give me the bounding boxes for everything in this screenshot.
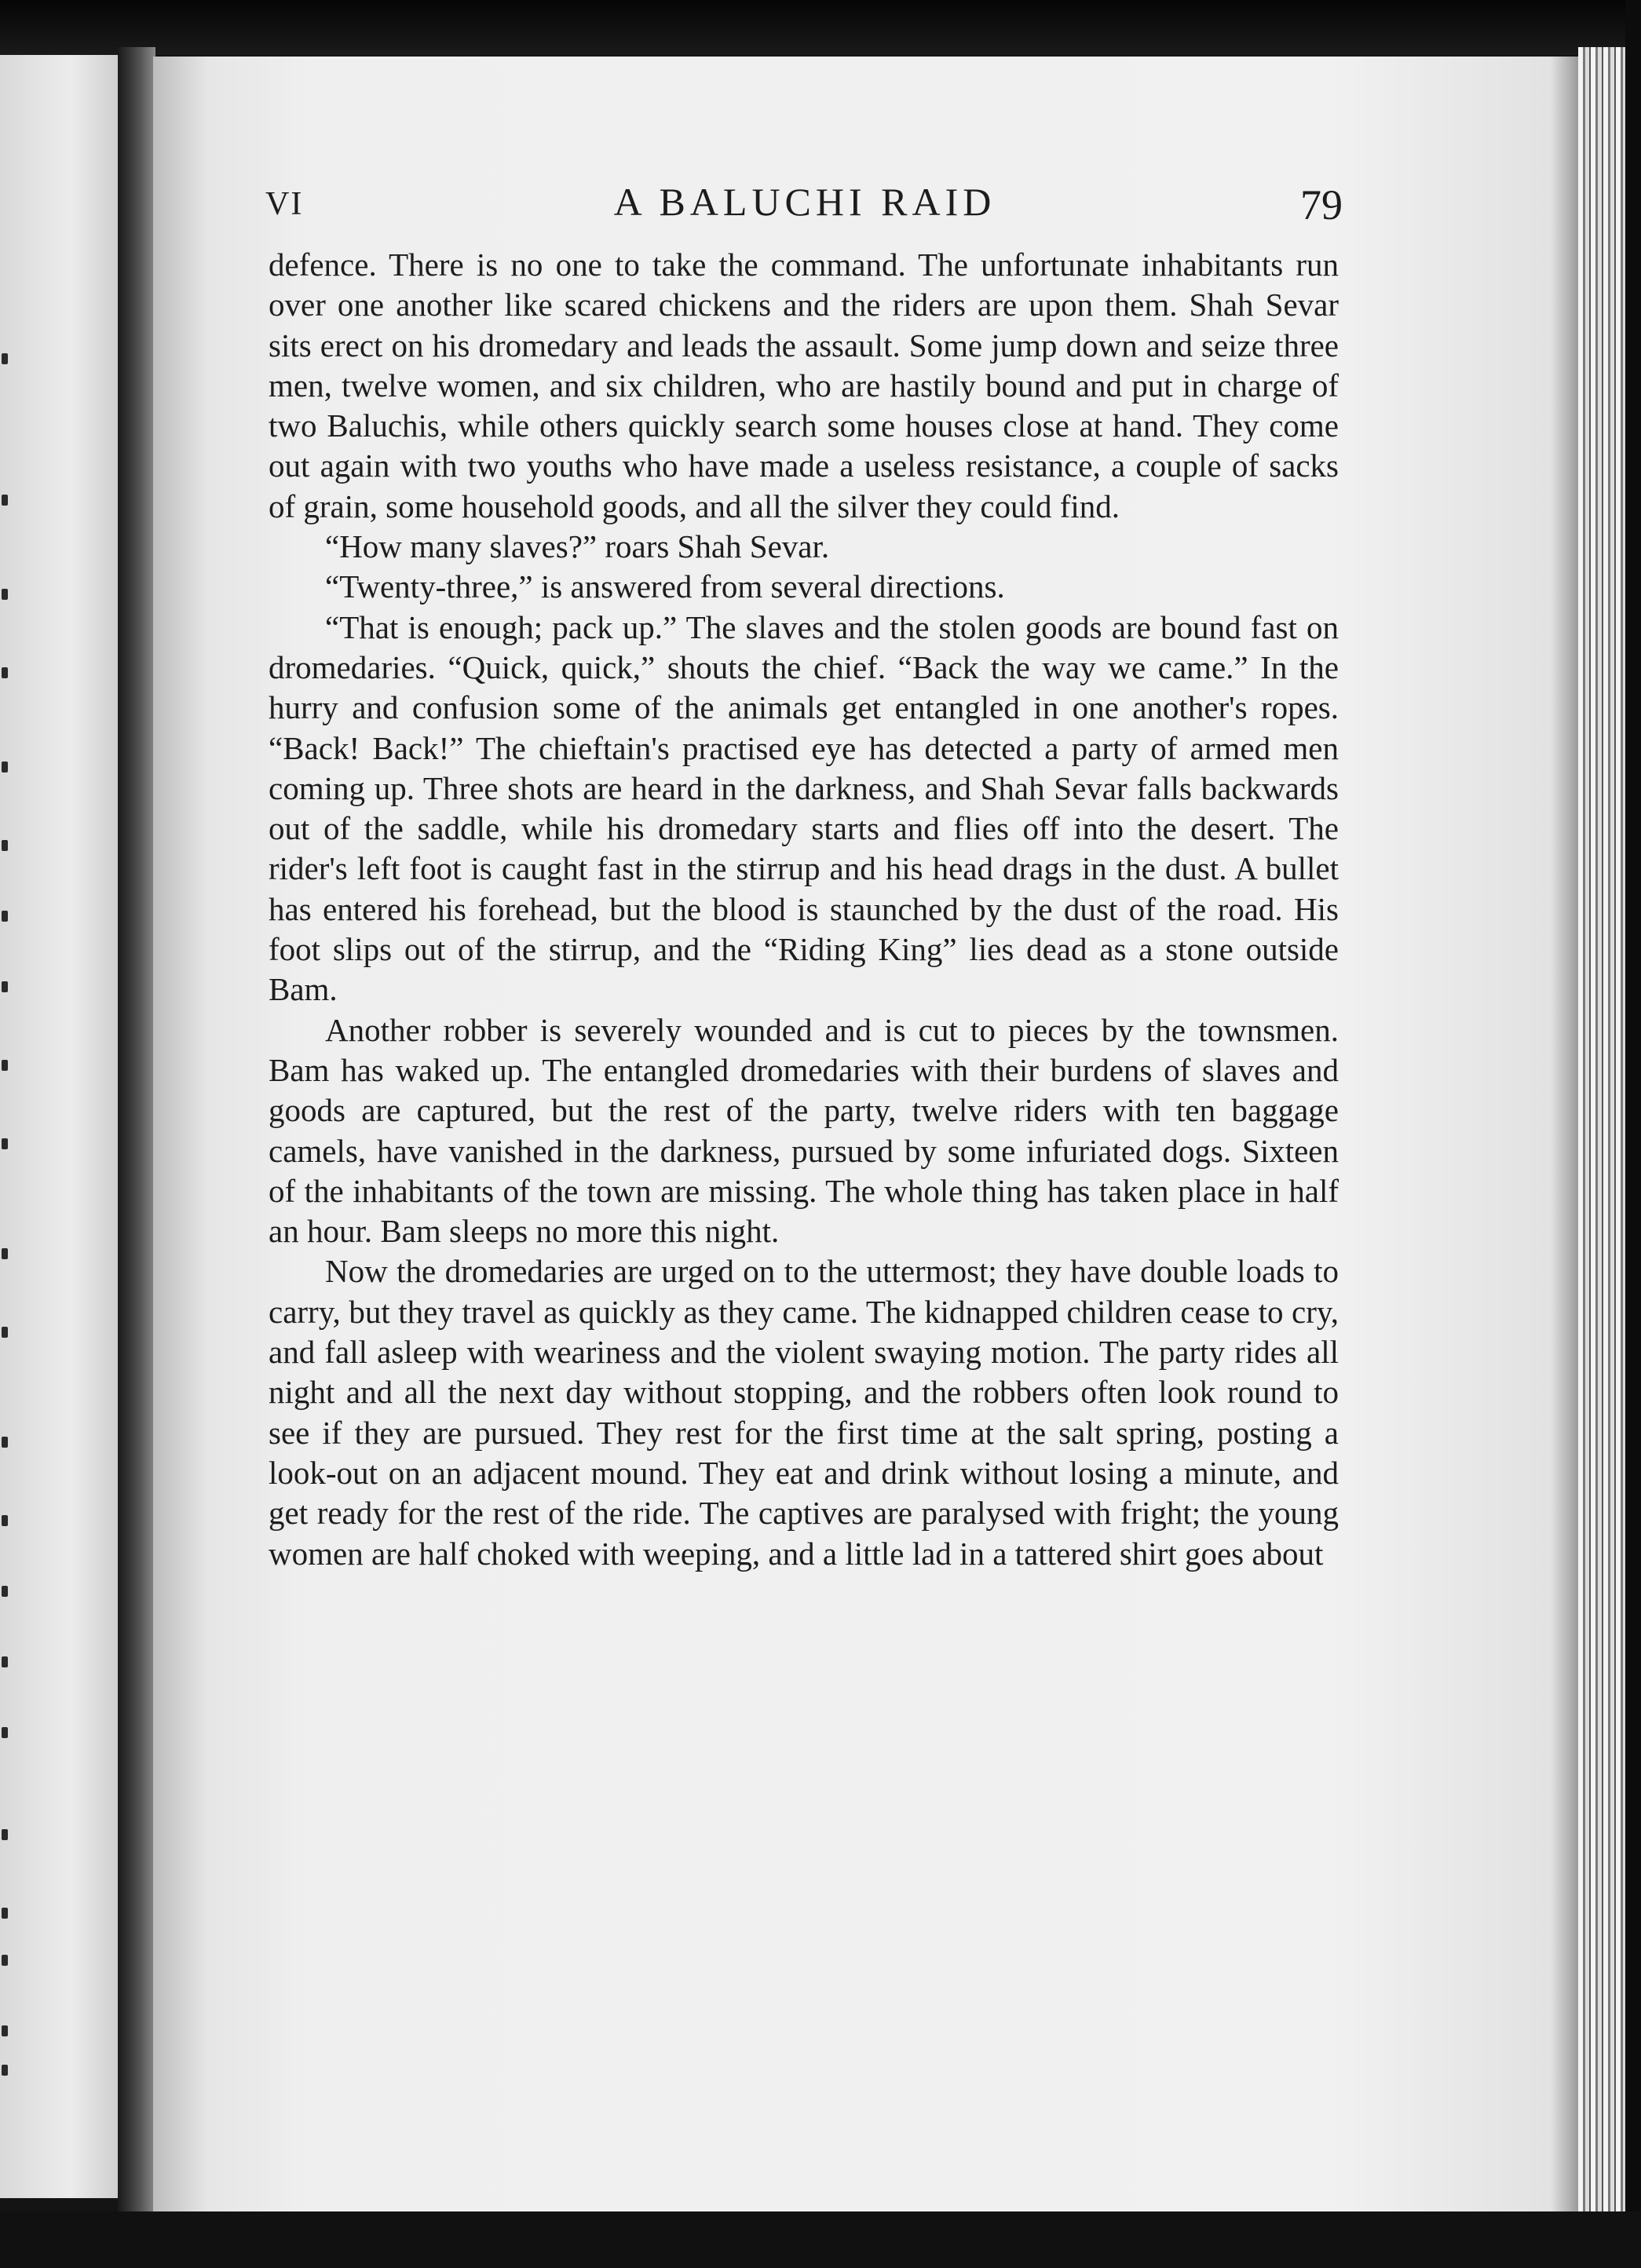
- paragraph: defence. There is no one to take the command. The unfortunate inhabitants run over one another like scared chickens and the riders are upon them. Shah Sevar sits erect on his dromedary and leads the assault. Some jump down and seize three men, twelve women, and six children, who are hastily bound and put in charge of two Baluchis, while others quickly search some houses close at hand. They come out again with two youths who have made a useless resistance, a couple of sacks of grain, some household goods, and all the silver they could find.: [269, 247, 1339, 524]
- scan-bottom-border: [0, 2211, 1641, 2268]
- facing-page-edge: [0, 55, 118, 2198]
- paragraph: “That is enough; pack up.” The slaves and the stolen goods are bound fast on dromedaries. “Quick, quick,” shouts the chief. “Back the way we came.” In the hurry and confusion some of the animals get entangled in one another's ropes. “Back! Back!” The chieftain's practised eye has detected a party of armed men coming up. Three shots are heard in the darkness, and Shah Sevar falls backwards out of the saddle, while his dromedary starts and flies off into the desert. The rider's left foot is caught fast in the stirrup and his head drags in the dust. A bullet has entered his forehead, but the blood is staunched by the dust of the road. His foot slips out of the stirrup, and the “Riding King” lies dead as a stone outside Bam.: [269, 608, 1339, 1008]
- paragraph: Now the dromedaries are urged on to the uttermost; they have double loads to carry, but they travel as quickly as they came. The kidnapped children cease to cry, and fall asleep with weariness and the violent swaying motion. The party rides all night and all the next day without stopping, and the robbers often look round to see if they are pursued. They rest for the first time at the salt spring, posting a look-out on an adjacent mound. They eat and drink without losing a minute, and get ready for the rest of the ride. The captives are paralysed with fright; the young women are half choked with weeping, and a little lad in a tattered shirt goes about: [269, 1253, 1339, 1572]
- chapter-number: VI: [265, 186, 304, 222]
- body-text: [269, 245, 1339, 1574]
- scan-top-border: [0, 0, 1641, 55]
- running-head: [259, 174, 1350, 229]
- page-edges: [1578, 47, 1625, 2237]
- page-number: 79: [1300, 181, 1343, 228]
- paragraph: “How many slaves?” roars Shah Sevar.: [325, 528, 830, 565]
- paragraph: Another robber is severely wounded and is cut to pieces by the townsmen. Bam has waked up. The entangled dromedaries with their burdens of slaves and goods are captured, but the rest of the party, twelve riders with ten baggage camels, have vanished in the darkness, pursued by some infuriated dogs. Sixteen of the inhabitants of the town are missing. The whole thing has taken place in half an hour. Bam sleeps no more this night.: [269, 1011, 1339, 1250]
- paragraph: “Twenty-three,” is answered from several directions.: [325, 568, 1005, 605]
- running-title: A BALUCHI RAID: [613, 180, 996, 224]
- scan-right-border: [1625, 0, 1641, 2268]
- facing-page-text-fragments: [0, 55, 16, 2198]
- book-gutter: [118, 47, 155, 2214]
